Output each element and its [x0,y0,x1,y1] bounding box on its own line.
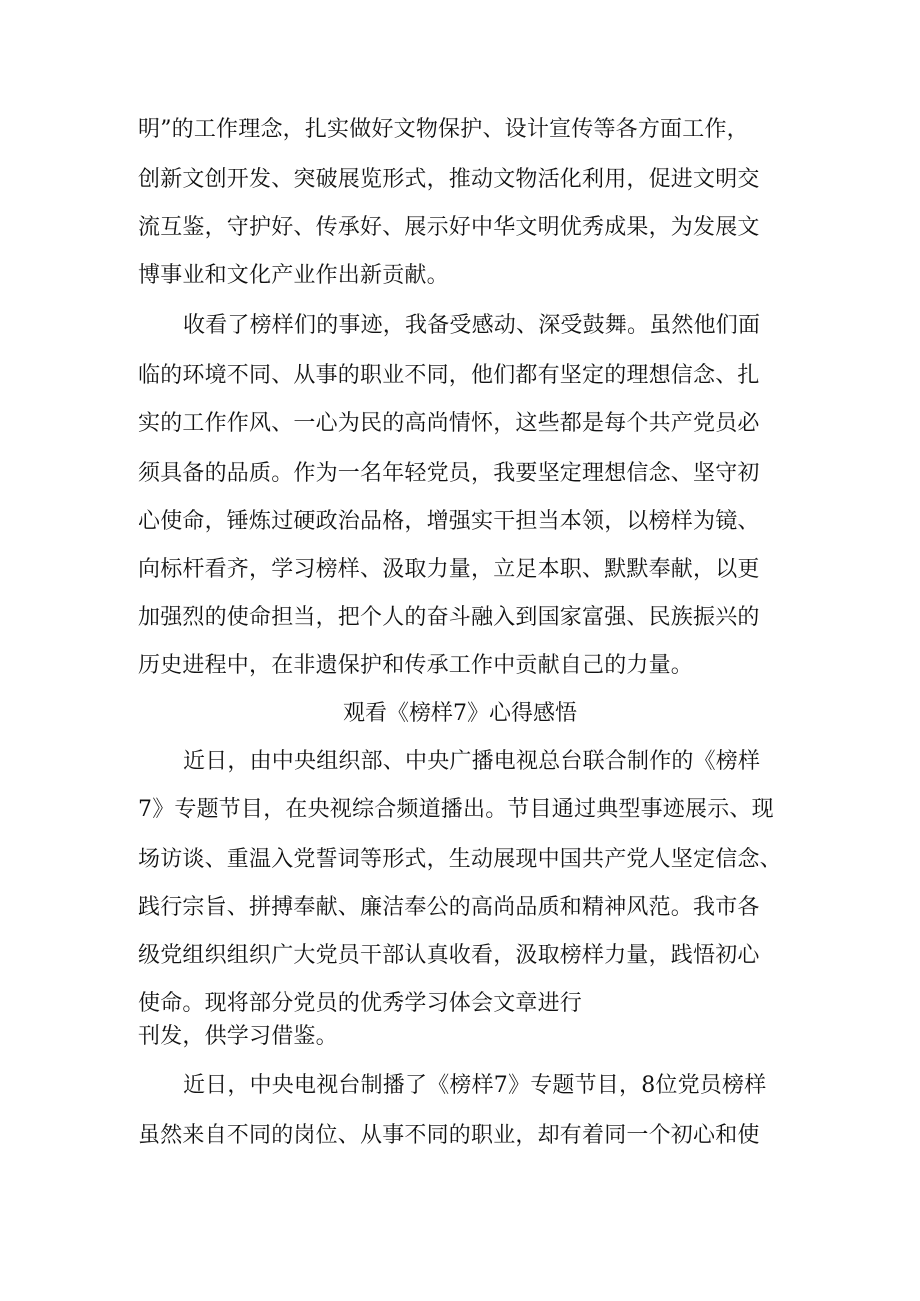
text-line: 实的工作作风、一心为民的高尚情怀，这些都是每个共产党员必 [138,411,760,436]
text-line: 临的环境不同、从事的职业不同，他们都有坚定的理想信念、扎 [138,363,760,388]
section-title: 观看《榜样7》心得感悟 [343,701,577,726]
text-line: 心使命，锤炼过硬政治品格，增强实干担当本领，以榜样为镜、 [138,509,760,534]
text-line: 场访谈、重温入党誓词等形式，生动展现中国共产党人坚定信念、 [138,847,782,872]
text-line: 7》专题节目，在央视综合频道播出。节目通过典型事迹展示、现 [138,797,774,822]
text-line: 历史进程中，在非遗保护和传承工作中贡献自己的力量。 [138,653,694,678]
text-line: 收看了榜样们的事迹，我备受感动、深受鼓舞。虽然他们面 [183,313,761,338]
text-line: 流互鉴，守护好、传承好、展示好中华文明优秀成果，为发展文 [138,215,760,240]
text-line: 级党组织组织广大党员干部认真收看，汲取榜样力量，践悟初心 [138,943,760,968]
text-line: 践行宗旨、拼搏奉献、廉洁奉公的高尚品质和精神风范。我市各 [138,895,760,920]
text-line: 近日，中央电视台制播了《榜样7》专题节目，8位党员榜样 [183,1073,767,1098]
text-line: 近日，由中央组织部、中央广播电视总台联合制作的《榜样 [183,749,761,774]
text-line: 虽然来自不同的岗位、从事不同的职业，却有着同一个初心和使 [138,1123,760,1148]
text-line: 须具备的品质。作为一名年轻党员，我要坚定理想信念、坚守初 [138,461,760,486]
text-line: 使命。现将部分党员的优秀学习体会文章进行 [138,991,583,1016]
text-line: 博事业和文化产业作出新贡献。 [138,263,449,288]
text-line: 刊发，供学习借鉴。 [138,1024,338,1049]
text-line: 创新文创开发、突破展览形式，推动文物活化利用，促进文明交 [138,167,760,192]
text-line: 加强烈的使命担当，把个人的奋斗融入到国家富强、民族振兴的 [138,605,760,630]
text-line: 明”的工作理念，扎实做好文物保护、设计宣传等各方面工作， [138,117,749,142]
text-line: 向标杆看齐，学习榜样、汲取力量，立足本职、默默奉献，以更 [138,557,760,582]
